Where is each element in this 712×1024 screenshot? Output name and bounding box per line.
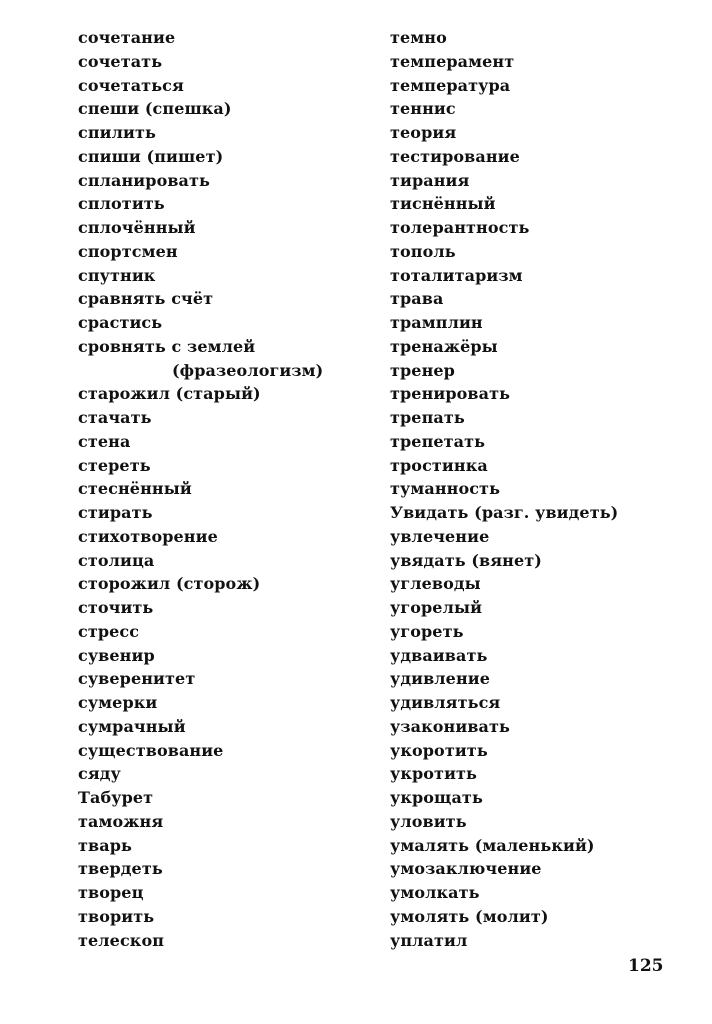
word-entry: угореть bbox=[390, 621, 464, 641]
word-entry: существование bbox=[78, 740, 224, 760]
word-entry: столица bbox=[78, 550, 155, 570]
word-entry: сочетать bbox=[78, 51, 163, 71]
word-entry: Увидать (разг. увидеть) bbox=[390, 503, 619, 522]
word-entry: трепетать bbox=[390, 431, 486, 451]
word-entry: суверенитет bbox=[78, 669, 196, 689]
word-entry: удивление bbox=[390, 669, 491, 689]
word-entry: творец bbox=[78, 883, 144, 902]
word-entry: творить bbox=[78, 906, 155, 926]
word-entry: сумрачный bbox=[78, 716, 186, 736]
word-entry: толерантность bbox=[390, 218, 530, 237]
word-entry: тренировать bbox=[390, 384, 511, 404]
word-entry: Табурет bbox=[78, 788, 154, 807]
word-entry: сравнять счёт bbox=[78, 289, 214, 309]
word-entry: умолять (молит) bbox=[390, 906, 549, 926]
word-entry: тополь bbox=[390, 241, 456, 261]
word-entry: тестирование bbox=[390, 146, 520, 166]
word-entry: стресс bbox=[78, 621, 140, 641]
word-list-right-column bbox=[390, 26, 690, 952]
word-entry: сплотить bbox=[78, 194, 165, 214]
word-entry: твердеть bbox=[78, 859, 163, 879]
word-entry: трамплин bbox=[390, 313, 483, 332]
word-list-left-column bbox=[78, 26, 368, 952]
word-entry: стачать bbox=[78, 408, 152, 427]
word-entry: старожил (старый) bbox=[78, 384, 261, 404]
word-entry: темперамент bbox=[390, 51, 515, 71]
word-entry: спиши (пишет) bbox=[78, 146, 224, 166]
word-entry: умалять (маленький) bbox=[390, 835, 595, 855]
word-entry: уплатил bbox=[390, 930, 468, 950]
word-entry: сровнять с землей bbox=[78, 336, 256, 356]
word-entry: сумерки bbox=[78, 693, 158, 712]
word-entry: тренер bbox=[390, 360, 455, 380]
word-entry: тиснённый bbox=[390, 194, 496, 214]
word-entry: спеши (спешка) bbox=[78, 99, 232, 119]
word-entry: температура bbox=[390, 75, 511, 95]
word-entry: сувенир bbox=[78, 645, 155, 665]
word-entry: удваивать bbox=[390, 645, 488, 665]
word-entry: удивляться bbox=[390, 693, 501, 712]
word-entry: (фразеологизм) bbox=[172, 360, 324, 380]
word-entry: теннис bbox=[390, 99, 456, 119]
word-entry: тренажёры bbox=[390, 336, 498, 356]
word-entry: уловить bbox=[390, 811, 467, 831]
word-entry: укрощать bbox=[390, 788, 483, 807]
word-entry: стирать bbox=[78, 503, 153, 522]
word-entry: угорелый bbox=[390, 598, 483, 617]
word-entry: стихотворение bbox=[78, 526, 218, 546]
word-entry: трава bbox=[390, 289, 444, 309]
word-entry: укоротить bbox=[390, 740, 488, 760]
word-entry: сочетаться bbox=[78, 75, 184, 95]
word-entry: темно bbox=[390, 28, 447, 47]
word-entry: сплочённый bbox=[78, 218, 196, 237]
word-entry: узаконивать bbox=[390, 716, 510, 736]
word-entry: умозаключение bbox=[390, 859, 542, 879]
word-entry: туманность bbox=[390, 479, 501, 499]
word-entry: сяду bbox=[78, 764, 121, 784]
word-entry: спланировать bbox=[78, 170, 210, 190]
word-entry: стена bbox=[78, 431, 131, 451]
word-entry: телескоп bbox=[78, 930, 165, 950]
word-entry: спортсмен bbox=[78, 241, 178, 261]
word-entry: теория bbox=[390, 123, 457, 142]
word-entry: увлечение bbox=[390, 526, 490, 546]
word-entry: умолкать bbox=[390, 883, 480, 902]
word-entry: увядать (вянет) bbox=[390, 550, 542, 570]
word-entry: стереть bbox=[78, 455, 151, 475]
word-entry: сочетание bbox=[78, 28, 176, 47]
word-entry: стеснённый bbox=[78, 479, 192, 499]
word-entry: спилить bbox=[78, 123, 156, 142]
word-entry: углеводы bbox=[390, 574, 481, 594]
word-entry: сточить bbox=[78, 598, 154, 617]
word-entry: срастись bbox=[78, 313, 163, 332]
word-entry: таможня bbox=[78, 811, 164, 831]
word-entry: сторожил (сторож) bbox=[78, 574, 261, 594]
word-entry: трепать bbox=[390, 408, 465, 427]
word-entry: тварь bbox=[78, 835, 132, 855]
page-number: 125 bbox=[628, 956, 664, 976]
word-entry: тирания bbox=[390, 170, 470, 190]
word-entry: тростинка bbox=[390, 455, 488, 475]
word-entry: спутник bbox=[78, 265, 156, 285]
word-entry: тоталитаризм bbox=[390, 265, 523, 285]
word-entry: укротить bbox=[390, 764, 478, 784]
